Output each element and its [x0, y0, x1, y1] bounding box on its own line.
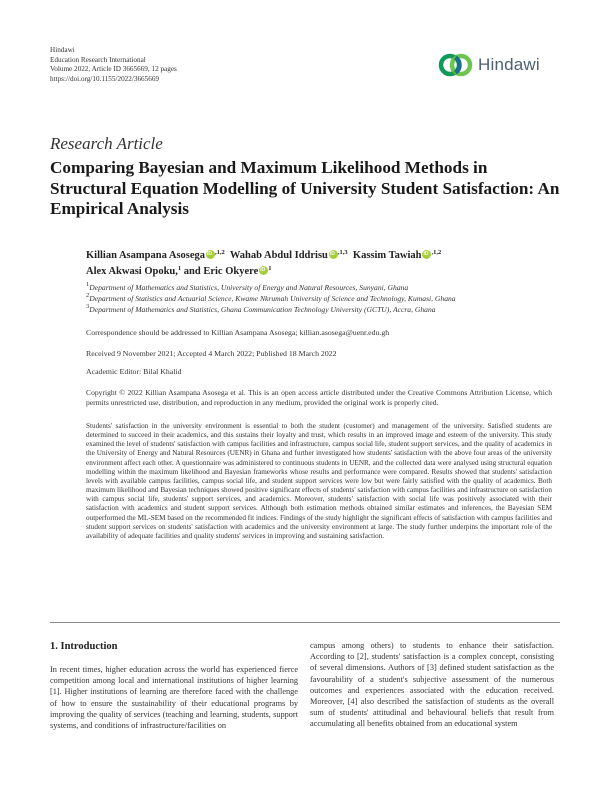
affiliation: $^3$Department of Mathematics and Statistics, Ghana Communication Technology University (GCTU), Accra, Ghana: [86, 303, 436, 314]
abstract: Students' satisfaction in the university environment is essential to both the student (customer) and management of the university. Satisfied students are determined to succeed in their academics, and this sustains their loyalty and trust, which results in an improved image and esteem of the university. This study examined the level of students' satisfaction with campus facilities and infrastructure, campus social life, student support services, and the quality of academics in the University of Energy and Natural Resources (UENR) in Ghana and further investigated how students' satisfaction with the above four areas of the university environment affect each other. A questionnaire was administered to continuous students in UENR, and the collected data were analysed using structural equation modelling within the maximum likelihood and Bayesian frameworks whose results and performance were compared. Results showed that students' satisfaction levels with available campus facilities, campus social life, and student support services were low but were fairly satisfied with the quality of academics. Both maximum likelihood and Bayesian techniques showed positive significant effects of students' satisfaction with campus facilities and infrastructure on satisfaction with campus social life, students' support services, and academics. Moreover, students' satisfaction with social life was positively associated with their satisfaction with academics and student support services. Although both estimation methods obtained similar estimates and inferences, the Bayesian SEM outperformed the ML-SEM based on the recommended fit indices. Findings of the study highlight the significant effects of satisfaction with campus facilities and student support services on students' satisfaction with academics and the university environment at large. The study further underpins the important role of the availability of adequate facilities and quality students' services in improving and sustaining satisfaction.: [86, 422, 552, 540]
section-divider: [50, 622, 560, 623]
section-heading: 1. Introduction: [50, 641, 118, 652]
affiliation: $^2$Department of Statistics and Actuarial Science, Kwame Nkrumah University of Science and Technology, Kumasi, Ghana: [86, 292, 456, 303]
volume-info: Volume 2022, Article ID 3665669, 12 pages: [50, 65, 177, 74]
orcid-icon[interactable]: [422, 250, 431, 259]
publisher-name: Hindawi: [50, 46, 75, 54]
intro-column-right: campus among others) to students to enhance their satisfaction. According to [2], students' satisfaction is a complex concept, consisting of several dimensions. Authors of [3] defined student satisfaction as the favourability of a student's subjective assessment of the numerous outcomes and experiences associated with the education received. Moreover, [4] also described the satisfaction of students as the overall sum of students' attitudinal and behavioural beliefs that result from accumulating all benefits obtained from an educational system: [310, 641, 554, 729]
affiliation: $^1$Department of Mathematics and Statistics, University of Energy and Natural Resources, Sunyani, Ghana: [86, 281, 409, 292]
author: Alex Akwasi Opoku,$^1$: [86, 265, 182, 277]
hindawi-logo[interactable]: [438, 48, 558, 82]
logo-text: Hindawi: [478, 55, 540, 74]
author-list: [86, 248, 566, 280]
affiliations: [86, 282, 566, 315]
author: Wahab Abdul IddrisuiD $^{,1,3}$: [230, 250, 348, 261]
author: Killian Asampana AsosegaiD $^{,1,2}$: [86, 250, 225, 261]
journal-name: Education Research International: [50, 55, 146, 64]
author: Kassim TawiahiD $^{,1,2}$: [353, 250, 441, 261]
author: and Eric OkyereiD $^1$: [184, 266, 272, 277]
orcid-icon[interactable]: [206, 250, 215, 259]
intro-column-left: In recent times, higher education across the world has experienced fierce competition among local and international institutions of higher learning [1]. Higher institutions of learning are therefore faced with the challenge of how to ensure the sustainability of their educational programs by improving the quality of services (teaching and learning, students, support systems, and conditions of infrastructure/facilities on: [50, 665, 298, 731]
copyright-notice: Copyright © 2022 Killian Asampana Asosega et al. This is an open access article distributed under the Creative Commons Attribution License, which permits unrestricted use, distribution, and reproduction in any medium, provided the original work is properly cited.: [86, 388, 552, 408]
article-type: Research Article: [50, 134, 163, 153]
hindawi-logo-icon: [438, 48, 474, 82]
publication-dates: Received 9 November 2021; Accepted 4 March 2022; Published 18 March 2022: [86, 349, 337, 358]
paper-title: Comparing Bayesian and Maximum Likelihood Methods in Structural Equation Modelling of University Student Satisfaction: An Empirical Analysis: [50, 158, 560, 218]
journal-info: [50, 46, 177, 84]
orcid-icon[interactable]: [259, 266, 268, 275]
doi-link[interactable]: https://doi.org/10.1155/2022/3665669: [50, 74, 160, 83]
orcid-icon[interactable]: [329, 250, 338, 259]
academic-editor: Academic Editor: Bilal Khalid: [86, 367, 182, 376]
correspondence: Correspondence should be addressed to Killian Asampana Asosega; killian.asosega@uenr.edu.gh: [86, 328, 390, 337]
